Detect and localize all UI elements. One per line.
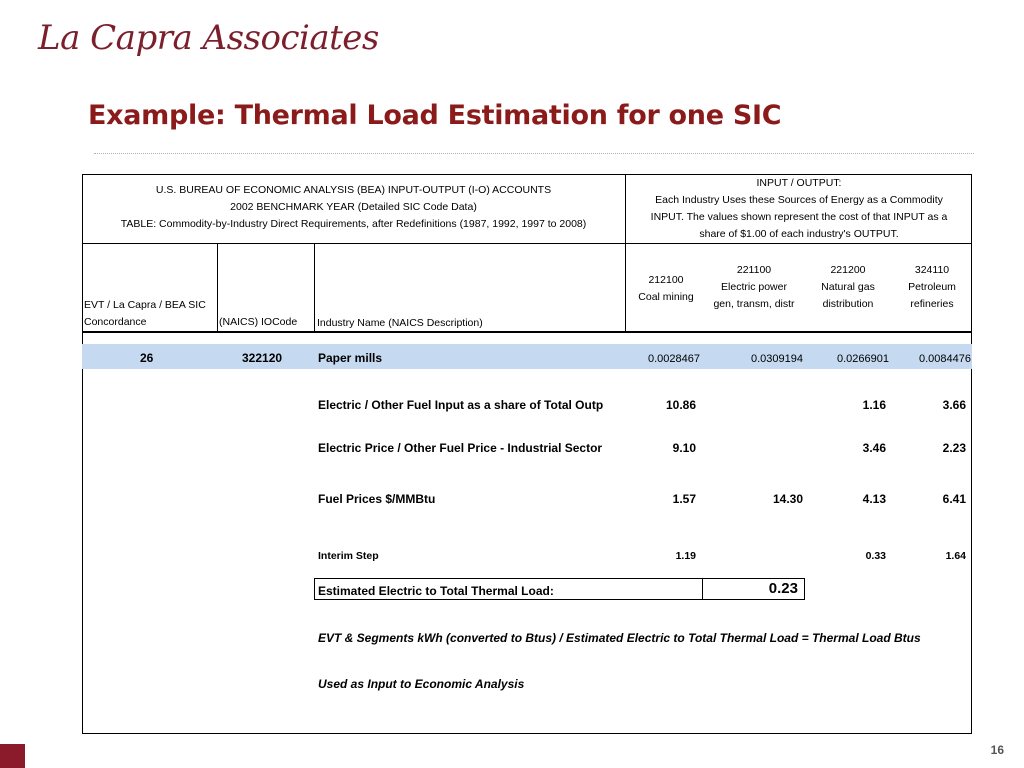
- company-logo: La Capra Associates: [38, 18, 379, 58]
- row-fuel-price-natural-gas: 4.13: [862, 492, 886, 506]
- col-header-natural-gas: 221200 Natural gas distribution: [821, 264, 875, 310]
- row-share-natural-gas: 1.16: [862, 398, 886, 412]
- col-header-industry: Industry Name (NAICS Description): [317, 317, 483, 329]
- row-io-code: 322120: [242, 351, 283, 365]
- row-label-price-ratio: Electric Price / Other Fuel Price - Industrial Sector: [318, 441, 603, 455]
- col-header-electric: 221100 Electric power gen, transm, distr: [713, 264, 795, 310]
- estimate-value: 0.23: [768, 580, 798, 597]
- row-industry-name: Paper mills: [318, 351, 383, 365]
- row-evt-code: 26: [140, 351, 154, 365]
- row-share-petroleum: 3.66: [942, 398, 966, 412]
- bea-header-line-1: U.S. BUREAU OF ECONOMIC ANALYSIS (BEA) INPUT-OUTPUT (I-O) ACCOUNTS: [155, 184, 552, 196]
- col-divider-1: [217, 243, 218, 332]
- row-label-interim: Interim Step: [318, 550, 379, 562]
- row-label-share: Electric / Other Fuel Input as a share of Total Outp: [318, 398, 604, 412]
- col-divider-2: [314, 243, 315, 332]
- io-header-line-3: INPUT. The values shown represent the cost of that INPUT as a: [650, 211, 948, 223]
- row-fuel-price-petroleum: 6.41: [942, 492, 966, 506]
- title-divider: [94, 153, 974, 154]
- row-label-fuel-prices: Fuel Prices $/MMBtu: [318, 492, 436, 506]
- row-price-ratio-natural-gas: 3.46: [862, 441, 886, 455]
- header-divider-horizontal: [82, 243, 972, 244]
- row-value-electric: 0.0309194: [751, 353, 803, 365]
- estimate-box-divider: [702, 578, 703, 600]
- row-price-ratio-coal: 9.10: [672, 441, 696, 455]
- col-header-evt: EVT / La Capra / BEA SIC Concordance: [84, 299, 206, 328]
- io-header-line-2: Each Industry Uses these Sources of Energy as a Commodity: [655, 194, 943, 206]
- col-header-petroleum: 324110 Petroleum refineries: [908, 264, 956, 310]
- bea-header-line-2: 2002 BENCHMARK YEAR (Detailed SIC Code Data): [230, 201, 477, 213]
- row-fuel-price-coal: 1.57: [672, 492, 696, 506]
- row-interim-natural-gas: 0.33: [865, 550, 886, 562]
- row-interim-petroleum: 1.64: [945, 550, 966, 562]
- row-value-coal: 0.0028467: [648, 353, 700, 365]
- corner-accent: [0, 744, 25, 768]
- io-header: [626, 175, 972, 243]
- row-value-natural-gas: 0.0266901: [837, 353, 889, 365]
- io-header-line-4: share of $1.00 of each industry's OUTPUT.: [699, 228, 899, 240]
- row-interim-coal: 1.19: [675, 550, 696, 562]
- col-header-coal: 212100 Coal mining: [638, 274, 694, 303]
- row-value-petroleum: 0.0084476: [919, 353, 971, 365]
- row-fuel-price-electric: 14.30: [772, 492, 803, 506]
- page-number: 16: [990, 743, 1004, 757]
- io-header-line-1: INPUT / OUTPUT:: [756, 177, 842, 189]
- estimate-label: Estimated Electric to Total Thermal Load:: [318, 584, 554, 598]
- col-header-naics: (NAICS) IOCode: [219, 316, 298, 328]
- usage-note: Used as Input to Economic Analysis: [318, 677, 525, 691]
- row-share-coal: 10.86: [665, 398, 696, 412]
- bea-header-line-3: TABLE: Commodity-by-Industry Direct Requirements, after Redefinitions (1987, 1992, 1997 to 2008): [120, 218, 587, 230]
- row-price-ratio-petroleum: 2.23: [942, 441, 966, 455]
- bea-header: [83, 182, 624, 233]
- formula-note: EVT & Segments kWh (converted to Btus) / Estimated Electric to Total Thermal Load = Thermal Load Btus: [318, 631, 921, 645]
- slide-title: Example: Thermal Load Estimation for one SIC: [88, 100, 782, 131]
